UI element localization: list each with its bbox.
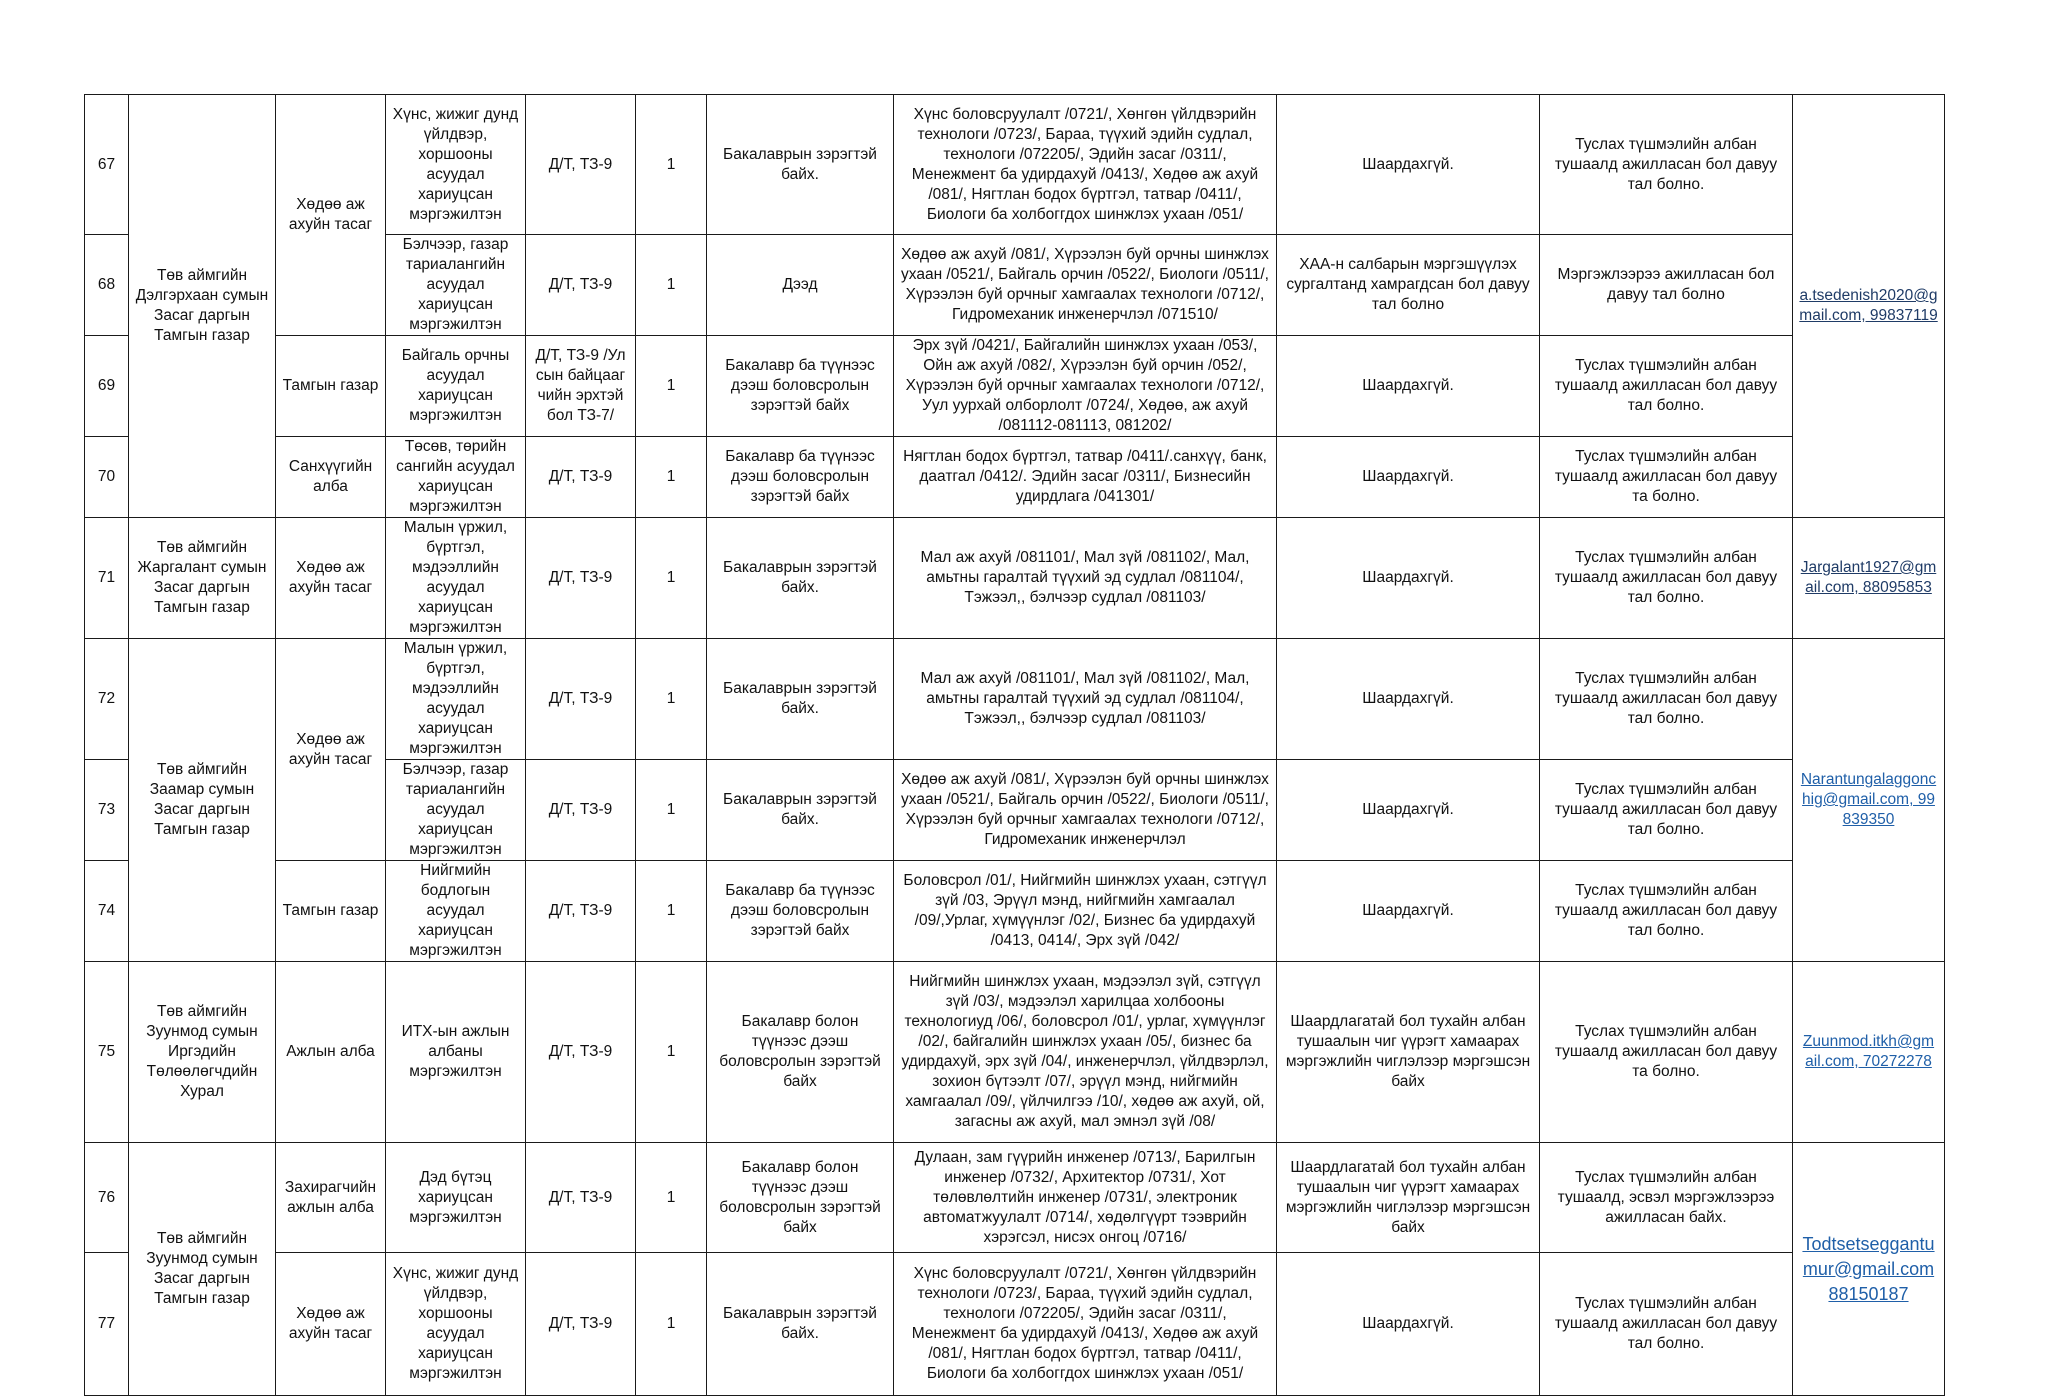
- grade-cell: Д/Т, ТЗ-9: [526, 235, 636, 336]
- row-number: 71: [85, 518, 129, 639]
- grade-cell: Д/Т, ТЗ-9: [526, 639, 636, 760]
- education-cell: Бакалаврын зэрэгтэй байх.: [707, 639, 894, 760]
- position-cell: Хүнс, жижиг дунд үйлдвэр, хоршооны асуудал хариуцсан мэргэжилтэн: [386, 1253, 526, 1396]
- grade-cell: Д/Т, ТЗ-9 /Улсын байцаагчийн эрхтэй бол ТЗ-7/: [526, 336, 636, 437]
- experience-cell: Туслах түшмэлийн албан тушаалд ажилласан бол давуу тал болно.: [1540, 639, 1793, 760]
- contact-email-link[interactable]: Narantungalaggonchig@gmail.com, 99839350: [1800, 771, 1937, 828]
- table-row: [85, 1253, 1945, 1396]
- row-number: 76: [85, 1143, 129, 1253]
- department-cell: Хөдөө аж ахуйн тасаг: [276, 1253, 386, 1396]
- contact-email-link[interactable]: a.tsedenish2020@gmail.com, 99837119: [1799, 287, 1938, 324]
- position-cell: Нийгмийн бодлогын асуудал хариуцсан мэргэжилтэн: [386, 861, 526, 962]
- table-row: [85, 518, 1945, 639]
- position-cell: Малын үржил, бүртгэл, мэдээллийн асуудал хариуцсан мэргэжилтэн: [386, 518, 526, 639]
- department-cell: Хөдөө аж ахуйн тасаг: [276, 518, 386, 639]
- department-cell: Хөдөө аж ахуйн тасаг: [276, 95, 386, 336]
- position-cell: ИТХ-ын ажлын албаны мэргэжилтэн: [386, 962, 526, 1143]
- department-cell: Тамгын газар: [276, 861, 386, 962]
- training-cell: Шаардлагатай бол тухайн албан тушаалын чиг үүрэгт хамаарах мэргэжлийн чиглэлээр мэргэшсэн байх: [1277, 962, 1540, 1143]
- count-cell: 1: [636, 760, 707, 861]
- education-cell: Бакалаврын зэрэгтэй байх.: [707, 760, 894, 861]
- education-cell: Бакалаврын зэрэгтэй байх.: [707, 95, 894, 235]
- row-number: 72: [85, 639, 129, 760]
- count-cell: 1: [636, 1143, 707, 1253]
- contact-email-link[interactable]: Jargalant1927@gmail.com, 88095853: [1800, 559, 1937, 596]
- position-cell: Малын үржил, бүртгэл, мэдээллийн асуудал хариуцсан мэргэжилтэн: [386, 639, 526, 760]
- count-cell: 1: [636, 437, 707, 518]
- organization-cell: Төв аймгийн Зуунмод сумын Засаг даргын Тамгын газар: [129, 1143, 276, 1396]
- table-row: [85, 639, 1945, 760]
- contact-email-link[interactable]: Zuunmod.itkh@gmail.com, 70272278: [1802, 1033, 1935, 1070]
- grade-cell: Д/Т, ТЗ-9: [526, 437, 636, 518]
- training-cell: Шаардахгүй.: [1277, 437, 1540, 518]
- count-cell: 1: [636, 1253, 707, 1396]
- experience-cell: Туслах түшмэлийн албан тушаалд ажилласан бол давуу тал болно.: [1540, 518, 1793, 639]
- contact-cell: [1793, 518, 1945, 639]
- table-row: [85, 437, 1945, 518]
- organization-cell: Төв аймгийн Заамар сумын Засаг даргын Тамгын газар: [129, 639, 276, 962]
- department-cell: Тамгын газар: [276, 336, 386, 437]
- count-cell: 1: [636, 639, 707, 760]
- table-row: [85, 1143, 1945, 1253]
- row-number: 70: [85, 437, 129, 518]
- position-cell: Бэлчээр, газар тариалангийн асуудал хариуцсан мэргэжилтэн: [386, 235, 526, 336]
- profession-cell: Нийгмийн шинжлэх ухаан, мэдээлэл зүй, сэтгүүл зүй /03/, мэдээлэл харилцаа холбооны технологиуд /06/, боловсрол /01/, урлаг, хүмүүнлэг /02/, байгалийн шинжлэх ухаан /05/, бизнес ба удирдахуй, эрх зүй /04/, инженерчлэл, үйлдвэрлэл, зохион бүтээлт /07/, эрүүл мэнд, нийгмийн хамгаалал /09/, үйлчилгээ /10/, хөдөө аж ахуй, ой, загасны аж ахуй, мал эмнэл зүй /08/: [894, 962, 1277, 1143]
- count-cell: 1: [636, 336, 707, 437]
- training-cell: ХАА-н салбарын мэргэшүүлэх сургалтанд хамрагдсан бол давуу тал болно: [1277, 235, 1540, 336]
- row-number: 73: [85, 760, 129, 861]
- contact-cell: [1793, 95, 1945, 518]
- profession-cell: Хөдөө аж ахуй /081/, Хүрээлэн буй орчны шинжлэх ухаан /0521/, Байгаль орчин /0522/, Биологи /0511/, Хүрээлэн буй орчныг хамгаалах технологи /0712/, Гидромеханик инженерчлэл: [894, 760, 1277, 861]
- department-cell: Ажлын алба: [276, 962, 386, 1143]
- position-cell: Төсөв, төрийн сангийн асуудал хариуцсан мэргэжилтэн: [386, 437, 526, 518]
- profession-cell: Хөдөө аж ахуй /081/, Хүрээлэн буй орчны шинжлэх ухаан /0521/, Байгаль орчин /0522/, Биологи /0511/, Хүрээлэн буй орчныг хамгаалах технологи /0712/, Гидромеханик инженерчлэл /071510/: [894, 235, 1277, 336]
- position-cell: Дэд бүтэц хариуцсан мэргэжилтэн: [386, 1143, 526, 1253]
- education-cell: Бакалавр ба түүнээс дээш боловсролын зэрэгтэй байх: [707, 437, 894, 518]
- count-cell: 1: [636, 95, 707, 235]
- education-cell: Бакалаврын зэрэгтэй байх.: [707, 518, 894, 639]
- job-vacancy-table: [84, 94, 1945, 1396]
- department-cell: Захирагчийн ажлын алба: [276, 1143, 386, 1253]
- profession-cell: Хүнс боловсруулалт /0721/, Хөнгөн үйлдвэрийн технологи /0723/, Бараа, түүхий эдийн судлал, технологи /072205/, Эдийн засаг /0311/, Менежмент ба удирдахуй /0413/, Хөдөө аж ахуй /081/, Нягтлан бодох бүртгэл, татвар /0411/, Биологи ба холбоггдох шинжлэх ухаан /051/: [894, 95, 1277, 235]
- experience-cell: Мэргэжлээрээ ажилласан бол давуу тал болно: [1540, 235, 1793, 336]
- training-cell: Шаардахгүй.: [1277, 760, 1540, 861]
- row-number: 67: [85, 95, 129, 235]
- experience-cell: Туслах түшмэлийн албан тушаалд ажилласан бол давуу тал болно.: [1540, 95, 1793, 235]
- education-cell: Бакалавр ба түүнээс дээш боловсролын зэрэгтэй байх: [707, 336, 894, 437]
- profession-cell: Дулаан, зам гүүрийн инженер /0713/, Барилгын инженер /0732/, Архитектор /0731/, Хот төлөвлөлтийн инженер /0731/, электроник автоматжуулалт /0714/, хөдөлгүүрт тээврийн хэрэгсэл, нисэх онгоц /0716/: [894, 1143, 1277, 1253]
- count-cell: 1: [636, 518, 707, 639]
- education-cell: Бакалаврын зэрэгтэй байх.: [707, 1253, 894, 1396]
- grade-cell: Д/Т, ТЗ-9: [526, 95, 636, 235]
- organization-cell: Төв аймгийн Дэлгэрхаан сумын Засаг даргын Тамгын газар: [129, 95, 276, 518]
- organization-cell: Төв аймгийн Жаргалант сумын Засаг даргын Тамгын газар: [129, 518, 276, 639]
- experience-cell: Туслах түшмэлийн албан тушаалд ажилласан бол давуу та болно.: [1540, 437, 1793, 518]
- training-cell: Шаардахгүй.: [1277, 95, 1540, 235]
- training-cell: Шаардахгүй.: [1277, 1253, 1540, 1396]
- grade-cell: Д/Т, ТЗ-9: [526, 518, 636, 639]
- table-row: [85, 95, 1945, 235]
- training-cell: Шаардахгүй.: [1277, 336, 1540, 437]
- profession-cell: Хүнс боловсруулалт /0721/, Хөнгөн үйлдвэрийн технологи /0723/, Бараа, түүхий эдийн судлал, технологи /072205/, Эдийн засаг /0311/, Менежмент ба удирдахуй /0413/, Хөдөө аж ахуй /081/, Нягтлан бодох бүртгэл, татвар /0411/, Биологи ба холбоггдох шинжлэх ухаан /051/: [894, 1253, 1277, 1396]
- profession-cell: Боловсрол /01/, Нийгмийн шинжлэх ухаан, сэтгүүл зүй /03, Эрүүл мэнд, нийгмийн хамгаалал /09/,Урлаг, хүмүүнлэг /02/, Бизнес ба удирдахуй /0413, 0414/, Эрх зүй /042/: [894, 861, 1277, 962]
- experience-cell: Туслах түшмэлийн албан тушаалд ажилласан бол давуу тал болно.: [1540, 1253, 1793, 1396]
- training-cell: Шаардахгүй.: [1277, 639, 1540, 760]
- profession-cell: Нягтлан бодох бүртгэл, татвар /0411/.санхүү, банк, даатгал /0412/. Эдийн засаг /0311/, Бизнесийн удирдлага /041301/: [894, 437, 1277, 518]
- education-cell: Бакалавр болон түүнээс дээш боловсролын зэрэгтэй байх: [707, 962, 894, 1143]
- position-cell: Хүнс, жижиг дунд үйлдвэр, хоршооны асуудал хариуцсан мэргэжилтэн: [386, 95, 526, 235]
- table-row: [85, 861, 1945, 962]
- education-cell: Бакалавр болон түүнээс дээш боловсролын зэрэгтэй байх: [707, 1143, 894, 1253]
- row-number: 77: [85, 1253, 129, 1396]
- contact-email-link[interactable]: Todtsetseggantumur@gmail.com 88150187: [1802, 1233, 1935, 1304]
- experience-cell: Туслах түшмэлийн албан тушаалд ажилласан бол давуу та болно.: [1540, 962, 1793, 1143]
- training-cell: Шаардлагатай бол тухайн албан тушаалын чиг үүрэгт хамаарах мэргэжлийн чиглэлээр мэргэшсэн байх: [1277, 1143, 1540, 1253]
- grade-cell: Д/Т, ТЗ-9: [526, 760, 636, 861]
- profession-cell: Мал аж ахуй /081101/, Мал зүй /081102/, Мал, амьтны гаралтай түүхий эд судлал /081104/, Тэжээл,, бэлчээр судлал /081103/: [894, 639, 1277, 760]
- row-number: 68: [85, 235, 129, 336]
- table-row: [85, 336, 1945, 437]
- experience-cell: Туслах түшмэлийн албан тушаалд ажилласан бол давуу тал болно.: [1540, 861, 1793, 962]
- grade-cell: Д/Т, ТЗ-9: [526, 861, 636, 962]
- contact-cell: [1793, 962, 1945, 1143]
- row-number: 74: [85, 861, 129, 962]
- profession-cell: Эрх зүй /0421/, Байгалийн шинжлэх ухаан /053/, Ойн аж ахуй /082/, Хүрээлэн буй орчин /052/, Хүрээлэн буй орчныг хамгаалах технологи /0712/, Уул уурхай олборлолт /0724/, Хөдөө, аж ахуй /081112-081113, 081202/: [894, 336, 1277, 437]
- grade-cell: Д/Т, ТЗ-9: [526, 1143, 636, 1253]
- contact-cell: [1793, 639, 1945, 962]
- profession-cell: Мал аж ахуй /081101/, Мал зүй /081102/, Мал, амьтны гаралтай түүхий эд судлал /081104/, Тэжээл,, бэлчээр судлал /081103/: [894, 518, 1277, 639]
- experience-cell: Туслах түшмэлийн албан тушаалд ажилласан бол давуу тал болно.: [1540, 760, 1793, 861]
- count-cell: 1: [636, 235, 707, 336]
- training-cell: Шаардахгүй.: [1277, 861, 1540, 962]
- contact-cell: [1793, 1143, 1945, 1396]
- table-row: [85, 962, 1945, 1143]
- grade-cell: Д/Т, ТЗ-9: [526, 1253, 636, 1396]
- row-number: 69: [85, 336, 129, 437]
- education-cell: Дээд: [707, 235, 894, 336]
- experience-cell: Туслах түшмэлийн албан тушаалд, эсвэл мэргэжлээрээ ажилласан байх.: [1540, 1143, 1793, 1253]
- department-cell: Хөдөө аж ахуйн тасаг: [276, 639, 386, 861]
- count-cell: 1: [636, 962, 707, 1143]
- education-cell: Бакалавр ба түүнээс дээш боловсролын зэрэгтэй байх: [707, 861, 894, 962]
- training-cell: Шаардахгүй.: [1277, 518, 1540, 639]
- position-cell: Бэлчээр, газар тариалангийн асуудал хариуцсан мэргэжилтэн: [386, 760, 526, 861]
- position-cell: Байгаль орчны асуудал хариуцсан мэргэжилтэн: [386, 336, 526, 437]
- row-number: 75: [85, 962, 129, 1143]
- grade-cell: Д/Т, ТЗ-9: [526, 962, 636, 1143]
- count-cell: 1: [636, 861, 707, 962]
- department-cell: Санхүүгийн алба: [276, 437, 386, 518]
- organization-cell: Төв аймгийн Зуунмод сумын Иргэдийн Төлөөлөгчдийн Хурал: [129, 962, 276, 1143]
- experience-cell: Туслах түшмэлийн албан тушаалд ажилласан бол давуу тал болно.: [1540, 336, 1793, 437]
